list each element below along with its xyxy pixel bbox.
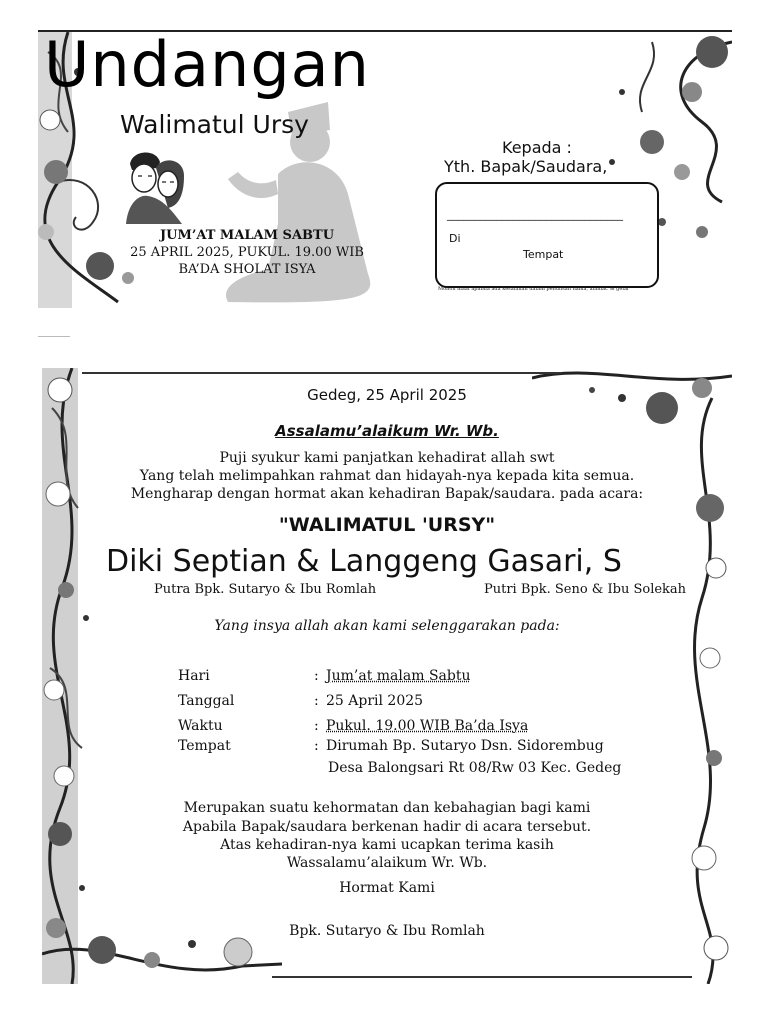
bride-parents: Putri Bpk. Seno & Ibu Solekah [484,582,687,597]
detail-sep: : [314,718,319,734]
intro-line-1: Puji syukur kami panjatkan kehadirat allah swt [219,450,555,466]
closing-line-3: Atas kehadiran-nya kami ucapkan terima kasih [220,837,554,853]
held-on: Yang insya allah akan kami selenggarakan pada: [214,618,560,634]
apology-footnote: Mohon maaf apabila ada kesalahan dalam penulisan nama, alamat. & gelar [438,286,630,292]
greeting: Assalamu’alaikum Wr. Wb. [275,422,499,440]
address-di: Di [449,232,461,245]
address-tempat: Tempat [523,248,564,261]
detail-value-tempat: Dirumah Bp. Sutaryo Dsn. Sidorembug [326,738,604,754]
couple-illustration-icon [122,146,188,226]
top-border-line [82,372,562,374]
event-title: "WALIMATUL 'URSY" [278,514,496,536]
detail-address-continued: Desa Balongsari Rt 08/Rw 03 Kec. Gedeg [328,760,622,776]
signature: Bpk. Sutaryo & Ibu Romlah [289,923,485,939]
detail-sep: : [314,693,319,709]
detail-label-tanggal: Tanggal [178,693,235,709]
date-place: Gedeg, 25 April 2025 [307,386,467,404]
inner-card [42,368,732,984]
invitation-title: Undangan [44,30,370,101]
cut-divider [38,336,70,337]
intro-line-3: Mengharap dengan hormat akan kehadiran Bapak/saudara. pada acara: [130,486,644,502]
invitation-subtitle: Walimatul Ursy [120,110,309,139]
detail-label-hari: Hari [178,668,210,684]
groom-parents: Putra Bpk. Sutaryo & Ibu Romlah [154,582,377,597]
detail-value-hari: Jum’at malam Sabtu [326,668,471,684]
address-box [435,182,659,288]
detail-sep: : [314,668,319,684]
cover-card [38,30,732,308]
closing-line-1: Merupakan suatu kehormatan dan kebahagian bagi kami [183,800,591,816]
kepada-label: Kepada : [502,138,572,157]
event-date: 25 APRIL 2025, PUKUL. 19.00 WIB [130,245,364,260]
detail-sep: : [314,738,319,754]
regards: Hormat Kami [339,880,435,896]
address-blank-line: ________________________________ [447,208,623,221]
bottom-border-line [272,976,692,978]
couple-names: Diki Septian & Langgeng Gasari, S [106,544,622,579]
intro-line-2: Yang telah melimpahkan rahmat dan hidayah-nya kepada kita semua. [139,468,635,484]
kepada-recipient: Yth. Bapak/Saudara, [444,157,608,176]
detail-label-tempat: Tempat [178,738,231,754]
detail-label-waktu: Waktu [178,718,223,734]
closing-line-4: Wassalamu’alaikum Wr. Wb. [286,855,488,871]
detail-value-waktu: Pukul. 19.00 WIB Ba’da Isya [326,718,529,734]
detail-value-tanggal: 25 April 2025 [326,693,424,709]
closing-line-2: Apabila Bapak/saudara berkenan hadir di acara tersebut. [182,819,592,835]
event-day: JUM’AT MALAM SABTU [159,228,335,243]
event-after-prayer: BA’DA SHOLAT ISYA [178,262,316,277]
